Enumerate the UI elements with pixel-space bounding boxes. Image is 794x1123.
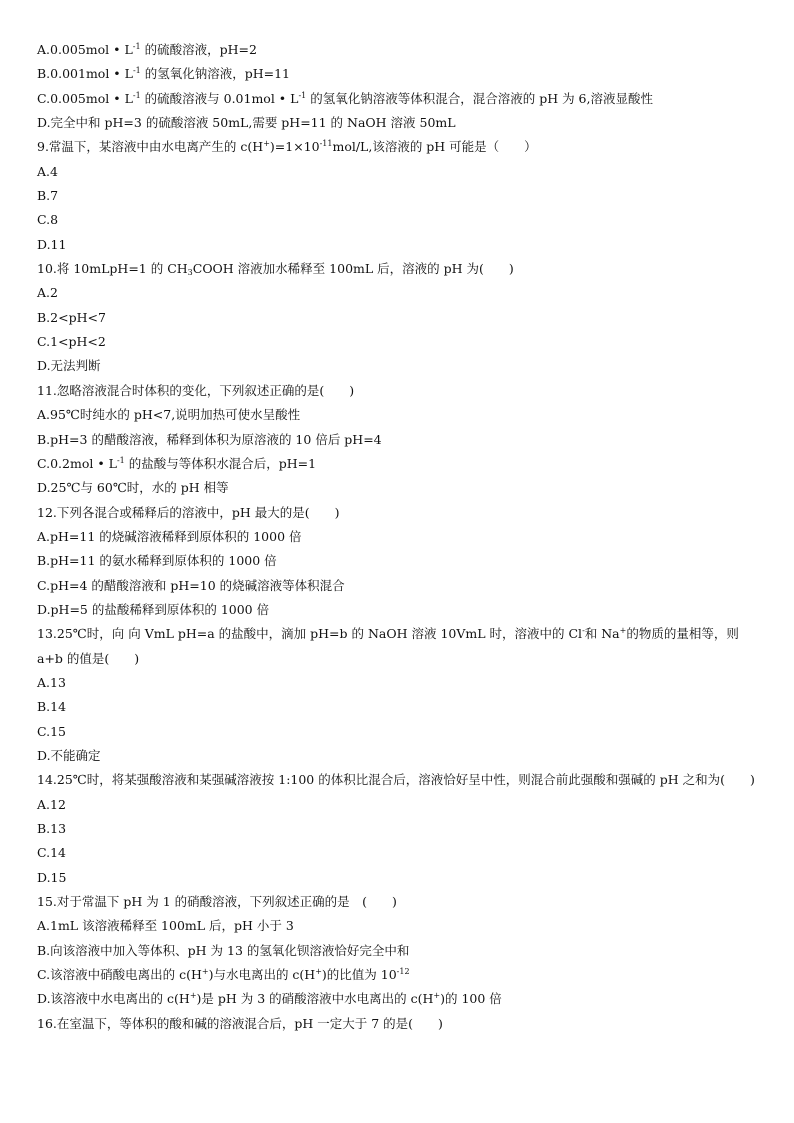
superscript: +	[433, 991, 441, 1001]
text-line	[37, 281, 762, 305]
superscript: +	[201, 967, 209, 977]
text-segment: )与水电离出的 c(H	[208, 967, 316, 983]
text-segment: C.0.2mol • L	[37, 455, 117, 471]
superscript: -1	[298, 90, 307, 100]
text-line	[37, 866, 762, 890]
text-line	[37, 744, 762, 768]
text-segment: B.pH=3 的醋酸溶液，稀释到体积为原溶液的 10 倍后 pH=4	[37, 431, 382, 447]
text-segment: D.25℃与 60℃时，水的 pH 相等	[37, 480, 229, 496]
text-segment: C.14	[37, 845, 66, 861]
text-line	[37, 793, 762, 817]
text-line	[37, 452, 762, 476]
text-line	[37, 720, 762, 744]
text-line	[37, 38, 762, 62]
text-line	[37, 939, 762, 963]
text-segment: 的盐酸与等体积水混合后，pH=1	[124, 455, 317, 471]
text-segment: B.2<pH<7	[37, 309, 106, 325]
text-line	[37, 963, 762, 987]
text-segment: D.pH=5 的盐酸稀释到原体积的 1000 倍	[37, 601, 270, 617]
text-segment: A.pH=11 的烧碱溶液稀释到原体积的 1000 倍	[37, 528, 302, 544]
text-segment: 的硫酸溶液与 0.01mol • L	[140, 90, 299, 106]
text-segment: D.11	[37, 236, 67, 252]
text-segment: C.1<pH<2	[37, 334, 106, 350]
text-line	[37, 549, 762, 573]
text-line	[37, 598, 762, 622]
text-segment: B.pH=11 的氨水稀释到原体积的 1000 倍	[37, 553, 277, 569]
text-segment: )的 100 倍	[440, 991, 502, 1007]
text-segment: A.1mL 该溶液稀释至 100mL 后，pH 小于 3	[37, 918, 294, 934]
superscript: +	[619, 626, 627, 636]
text-line	[37, 841, 762, 865]
text-line	[37, 257, 762, 281]
text-line	[37, 160, 762, 184]
text-line	[37, 671, 762, 695]
text-line	[37, 914, 762, 938]
text-segment: A.0.005mol • L	[37, 42, 133, 57]
text-segment: 14.25℃时，将某强酸溶液和某强碱溶液按 1:100 的体积比混合后，溶液恰好呈中性，则混合前此强酸和强碱的 pH 之和为( )	[37, 772, 755, 788]
superscript: -1	[132, 42, 141, 51]
text-segment: D.无法判断	[37, 358, 101, 374]
text-segment: )的比值为 10	[321, 967, 397, 983]
text-line	[37, 184, 762, 208]
text-segment: mol/L,该溶液的 pH 可能是（ ）	[332, 139, 537, 155]
text-segment: D.不能确定	[37, 747, 101, 763]
text-segment: 的物质的量相等，则 a+b 的值是( )	[37, 626, 739, 666]
text-segment: )=1×10	[269, 139, 320, 155]
text-line	[37, 208, 762, 232]
text-segment: )是 pH 为 3 的硝酸溶液中水电离出的 c(H	[196, 991, 434, 1007]
text-line	[37, 306, 762, 330]
superscript: +	[189, 991, 197, 1001]
text-segment: 9.常温下，某溶液中由水电离产生的 c(H	[37, 139, 264, 155]
text-line	[37, 817, 762, 841]
text-segment: B.0.001mol • L	[37, 66, 133, 82]
text-line	[37, 1012, 762, 1036]
text-line	[37, 574, 762, 598]
text-segment: D.该溶液中水电离出的 c(H	[37, 991, 190, 1007]
text-segment: B.向该溶液中加入等体积、pH 为 13 的氢氧化钡溶液恰好完全中和	[37, 942, 410, 958]
text-segment: B.13	[37, 821, 67, 836]
superscript: -1	[116, 455, 125, 465]
superscript: -12	[396, 967, 410, 977]
text-segment: 的硫酸溶液，pH=2	[140, 42, 257, 57]
text-line	[37, 111, 762, 135]
superscript: -1	[132, 90, 141, 100]
text-line	[37, 428, 762, 452]
text-line	[37, 87, 762, 111]
text-segment: A.95℃时纯水的 pH<7,说明加热可使水呈酸性	[37, 407, 301, 423]
superscript: -11	[319, 139, 333, 149]
superscript: -1	[132, 66, 141, 76]
text-segment: 16.在室温下，等体积的酸和碱的溶液混合后，pH 一定大于 7 的是( )	[37, 1015, 443, 1031]
text-segment: D.完全中和 pH=3 的硫酸溶液 50mL,需要 pH=11 的 NaOH 溶液 50mL	[37, 115, 456, 131]
text-segment: A.12	[37, 796, 66, 812]
question-text-block	[37, 38, 762, 1036]
text-line	[37, 890, 762, 914]
text-line	[37, 354, 762, 378]
text-segment: A.2	[37, 285, 58, 301]
text-segment: C.该溶液中硝酸电离出的 c(H	[37, 967, 202, 983]
text-segment: 12.下列各混合或稀释后的溶液中，pH 最大的是( )	[37, 504, 340, 520]
text-segment: A.4	[37, 163, 58, 179]
subscript: 3	[187, 268, 193, 278]
text-segment: B.14	[37, 699, 67, 715]
text-line	[37, 379, 762, 403]
text-line	[37, 62, 762, 86]
superscript: +	[315, 967, 322, 977]
text-segment: D.15	[37, 869, 67, 885]
text-line	[37, 476, 762, 500]
text-line	[37, 403, 762, 427]
text-segment: 13.25℃时，向 向 VmL pH=a 的盐酸中，滴加 pH=b 的 NaOH 溶液 10VmL 时，溶液中的 Cl	[37, 626, 583, 642]
text-segment: COOH 溶液加水稀释至 100mL 后，溶液的 pH 为( )	[192, 261, 514, 277]
superscript: -	[582, 626, 585, 636]
text-segment: 15.对于常温下 pH 为 1 的硝酸溶液，下列叙述正确的是 ( )	[37, 894, 397, 910]
text-segment: B.7	[37, 188, 59, 204]
superscript: +	[263, 139, 270, 149]
text-segment: C.8	[37, 212, 59, 228]
text-line	[37, 330, 762, 354]
text-line	[37, 768, 762, 792]
text-segment: C.0.005mol • L	[37, 90, 133, 106]
text-segment: 11.忽略溶液混合时体积的变化，下列叙述正确的是( )	[37, 382, 355, 398]
text-line	[37, 135, 762, 159]
text-segment: 10.将 10mLpH=1 的 CH	[37, 261, 188, 277]
text-line	[37, 987, 762, 1011]
text-line	[37, 622, 762, 671]
text-segment: C.pH=4 的醋酸溶液和 pH=10 的烧碱溶液等体积混合	[37, 577, 345, 593]
text-segment: A.13	[37, 674, 66, 690]
text-line	[37, 501, 762, 525]
text-line	[37, 233, 762, 257]
text-segment: 的氢氧化钠溶液，pH=11	[140, 66, 291, 82]
text-line	[37, 695, 762, 719]
text-segment: C.15	[37, 723, 66, 739]
text-segment: 和 Na	[584, 626, 620, 642]
text-segment: 的氢氧化钠溶液等体积混合，混合溶液的 pH 为 6,溶液显酸性	[306, 90, 653, 106]
text-line	[37, 525, 762, 549]
